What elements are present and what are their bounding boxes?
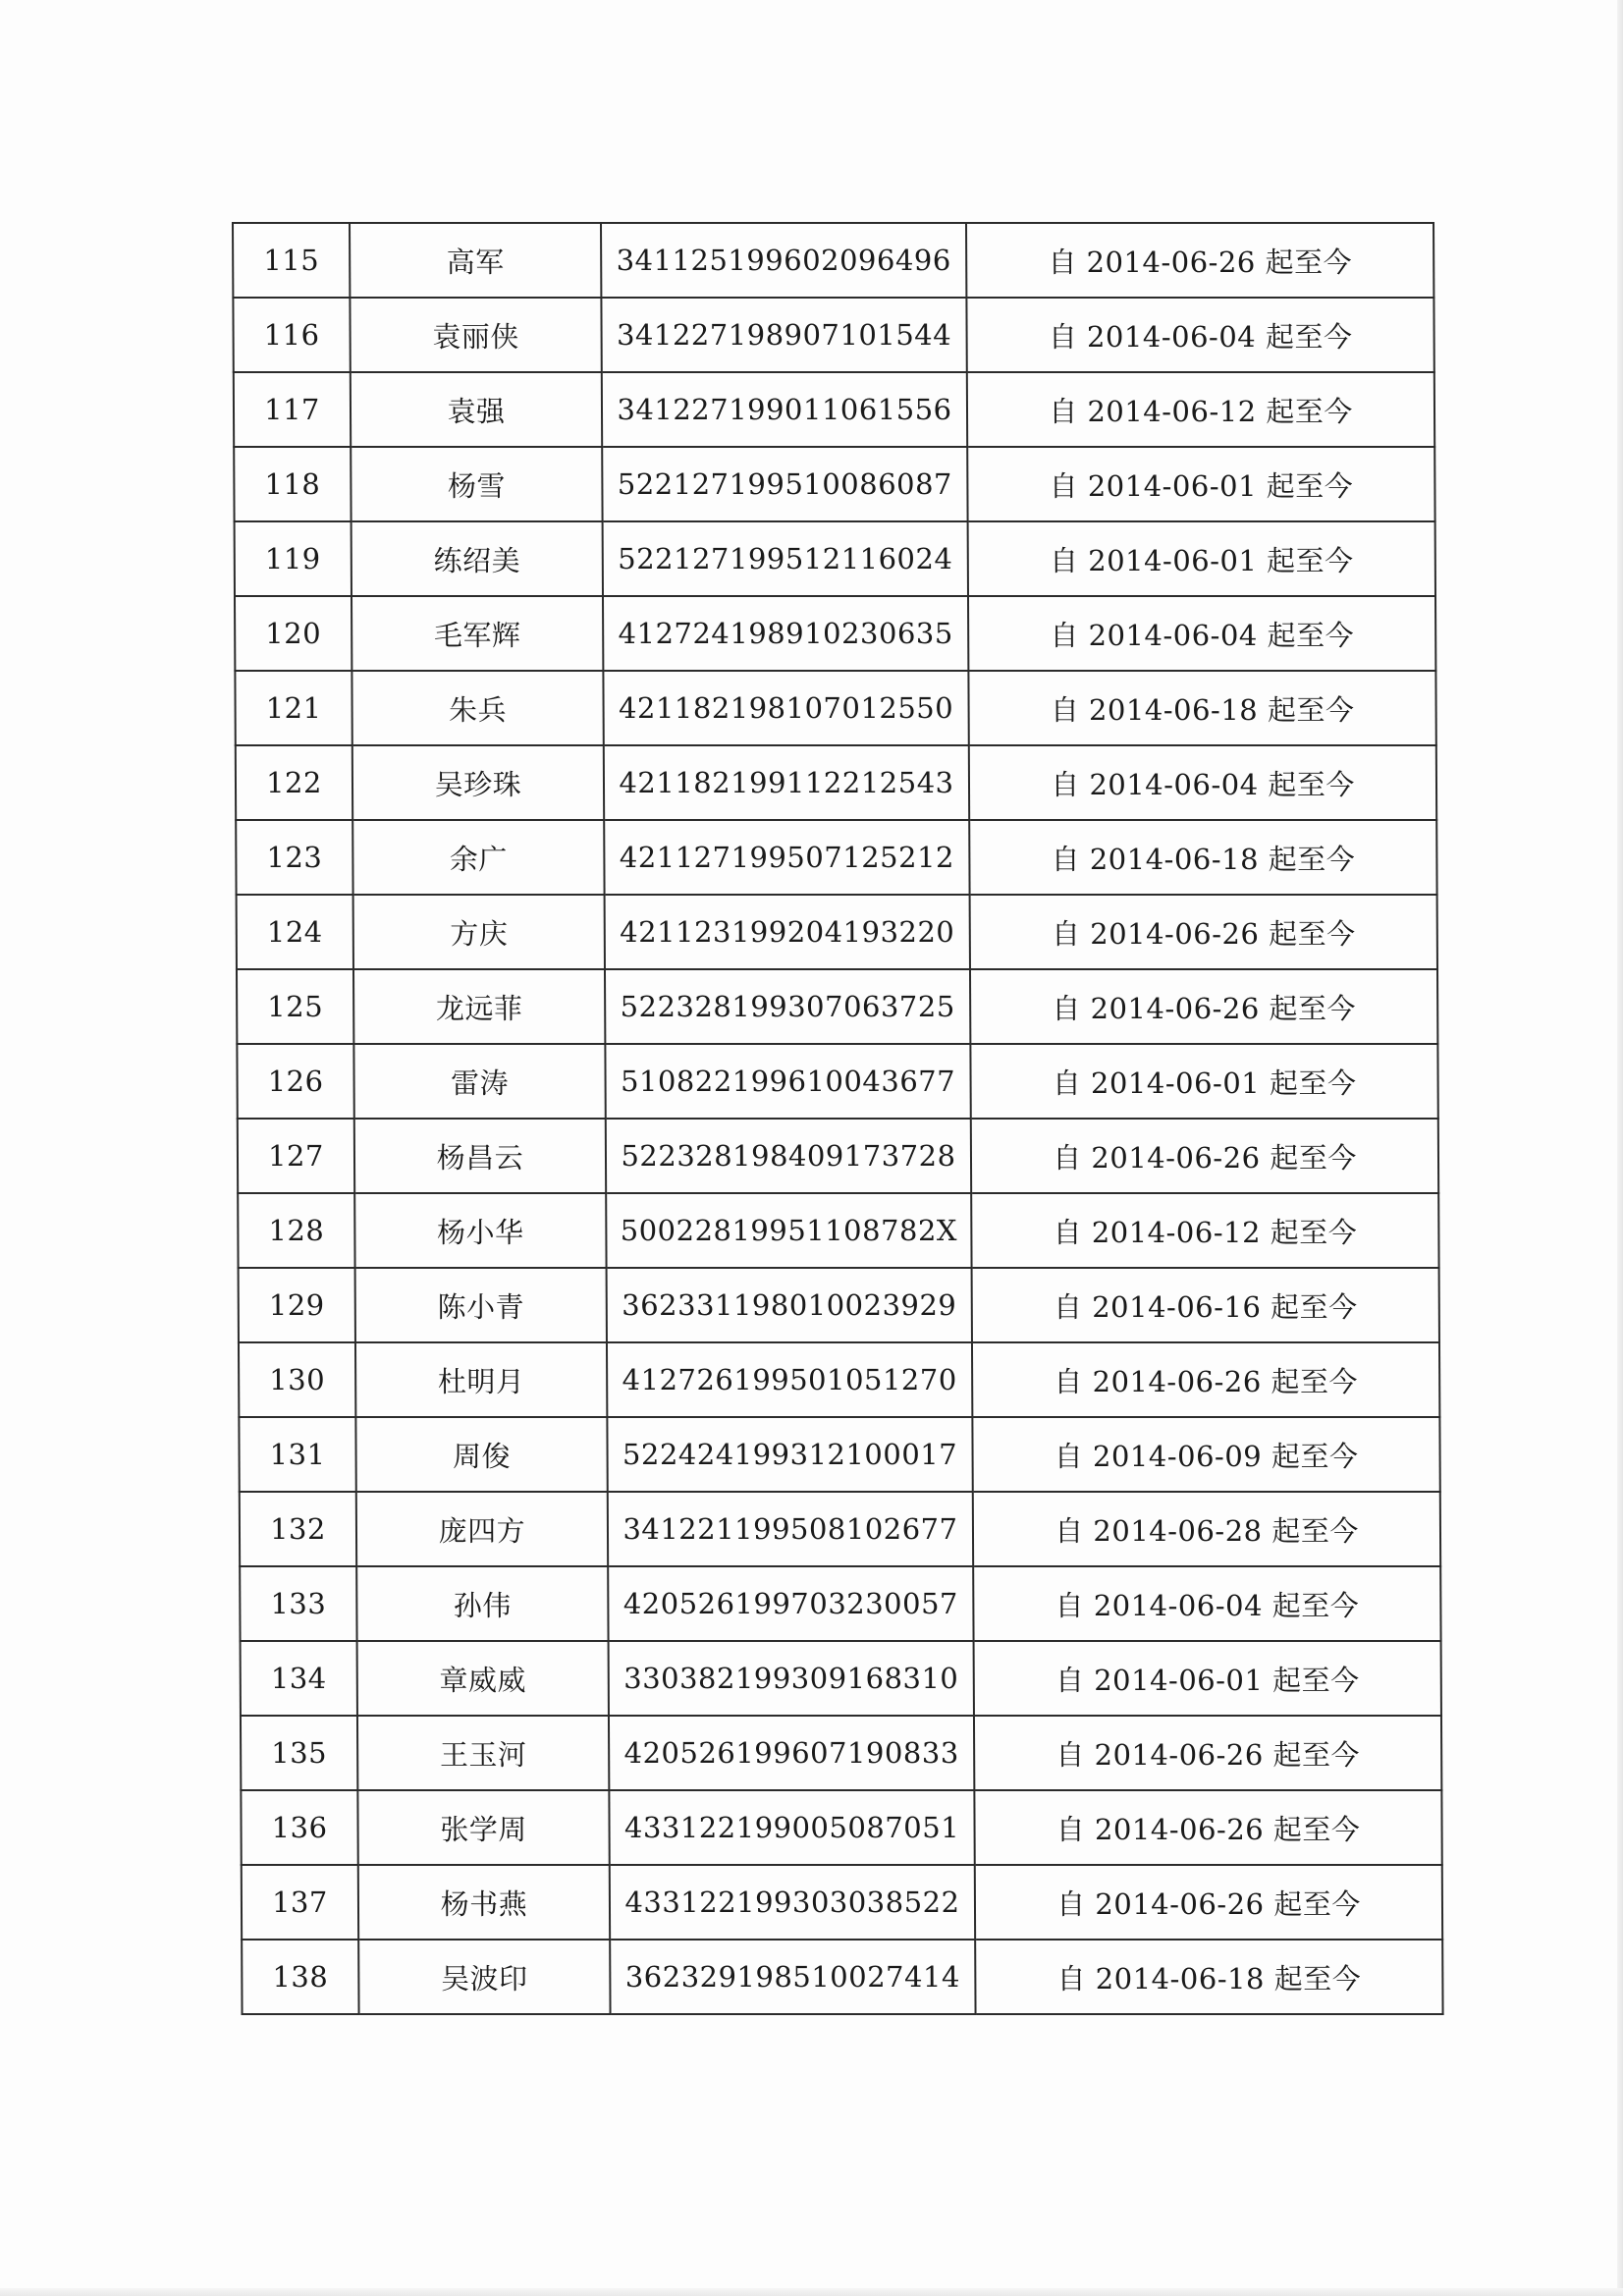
- id-number-cell: 510822199610043677: [605, 1044, 970, 1119]
- name-cell: 杨小华: [354, 1193, 606, 1268]
- row-number-cell: 135: [241, 1716, 357, 1790]
- period-cell: 自 2014-06-26 起至今: [974, 1716, 1441, 1790]
- table-row: [237, 1044, 1437, 1119]
- table-row: [242, 1940, 1442, 2014]
- table-row: [237, 895, 1437, 969]
- name-cell: 方庆: [353, 895, 605, 969]
- period-cell: 自 2014-06-12 起至今: [971, 1193, 1438, 1268]
- id-number-cell: 420526199703230057: [608, 1566, 973, 1641]
- id-number-cell: 433122199005087051: [609, 1790, 974, 1865]
- row-number-cell: 125: [237, 969, 353, 1044]
- id-number-cell: 421182198107012550: [603, 671, 968, 745]
- period-cell: 自 2014-06-26 起至今: [972, 1342, 1439, 1417]
- name-cell: 龙远菲: [353, 969, 605, 1044]
- period-cell: 自 2014-06-28 起至今: [973, 1492, 1440, 1566]
- scan-edge-bottom: [0, 2288, 1623, 2296]
- row-number-cell: 131: [239, 1417, 355, 1492]
- row-number-cell: 130: [239, 1342, 355, 1417]
- row-number-cell: 136: [241, 1790, 357, 1865]
- table-row: [240, 1566, 1440, 1641]
- row-number-cell: 127: [238, 1119, 354, 1193]
- id-number-cell: 522127199512116024: [603, 521, 968, 596]
- name-cell: 张学周: [357, 1790, 609, 1865]
- id-number-cell: 341227199011061556: [602, 372, 967, 447]
- table-row: [241, 1790, 1441, 1865]
- id-number-cell: 412726199501051270: [607, 1342, 972, 1417]
- period-cell: 自 2014-06-26 起至今: [966, 223, 1434, 298]
- id-number-cell: 330382199309168310: [609, 1641, 974, 1716]
- row-number-cell: 132: [240, 1492, 356, 1566]
- roster-table-body: [233, 223, 1443, 2014]
- name-cell: 王玉河: [357, 1716, 609, 1790]
- table-row: [237, 969, 1437, 1044]
- scan-edge-right: [1617, 0, 1623, 2296]
- table-row: [241, 1716, 1441, 1790]
- row-number-cell: 119: [235, 521, 352, 596]
- table-row: [239, 1268, 1439, 1342]
- row-number-cell: 126: [237, 1044, 353, 1119]
- table-row: [235, 521, 1435, 596]
- name-cell: 杜明月: [355, 1342, 607, 1417]
- period-cell: 自 2014-06-26 起至今: [970, 969, 1437, 1044]
- id-number-cell: 50022819951108782X: [606, 1193, 971, 1268]
- row-number-cell: 118: [234, 447, 351, 521]
- name-cell: 毛军辉: [352, 596, 603, 671]
- period-cell: 自 2014-06-09 起至今: [972, 1417, 1439, 1492]
- id-number-cell: 362329198510027414: [610, 1940, 975, 2014]
- period-cell: 自 2014-06-18 起至今: [969, 820, 1436, 895]
- period-cell: 自 2014-06-04 起至今: [968, 596, 1435, 671]
- row-number-cell: 123: [236, 820, 352, 895]
- period-cell: 自 2014-06-26 起至今: [971, 1119, 1438, 1193]
- id-number-cell: 341125199602096496: [601, 223, 966, 298]
- table-row: [234, 372, 1434, 447]
- name-cell: 余广: [352, 820, 604, 895]
- id-number-cell: 522328199307063725: [605, 969, 970, 1044]
- row-number-cell: 116: [233, 298, 350, 372]
- table-row: [242, 1865, 1442, 1940]
- row-number-cell: 117: [234, 372, 351, 447]
- name-cell: 练绍美: [352, 521, 603, 596]
- period-cell: 自 2014-06-26 起至今: [974, 1790, 1441, 1865]
- name-cell: 杨昌云: [354, 1119, 606, 1193]
- name-cell: 杨书燕: [358, 1865, 610, 1940]
- row-number-cell: 133: [240, 1566, 356, 1641]
- table-row: [241, 1641, 1441, 1716]
- row-number-cell: 120: [235, 596, 352, 671]
- row-number-cell: 124: [237, 895, 353, 969]
- id-number-cell: 421123199204193220: [605, 895, 970, 969]
- table-row: [235, 671, 1435, 745]
- table-row: [239, 1342, 1439, 1417]
- id-number-cell: 412724198910230635: [603, 596, 968, 671]
- period-cell: 自 2014-06-01 起至今: [968, 521, 1435, 596]
- table-row: [236, 820, 1436, 895]
- name-cell: 章威威: [357, 1641, 609, 1716]
- name-cell: 陈小青: [355, 1268, 607, 1342]
- name-cell: 朱兵: [352, 671, 603, 745]
- name-cell: 袁丽侠: [350, 298, 601, 372]
- table-row: [233, 223, 1434, 298]
- id-number-cell: 421182199112212543: [604, 745, 969, 820]
- table-row: [238, 1193, 1438, 1268]
- name-cell: 高军: [350, 223, 601, 298]
- id-number-cell: 522424199312100017: [607, 1417, 972, 1492]
- name-cell: 吴珍珠: [352, 745, 604, 820]
- id-number-cell: 341221199508102677: [608, 1492, 973, 1566]
- row-number-cell: 134: [241, 1641, 357, 1716]
- period-cell: 自 2014-06-01 起至今: [967, 447, 1434, 521]
- period-cell: 自 2014-06-01 起至今: [974, 1641, 1441, 1716]
- row-number-cell: 115: [233, 223, 350, 298]
- period-cell: 自 2014-06-04 起至今: [966, 298, 1434, 372]
- period-cell: 自 2014-06-01 起至今: [970, 1044, 1437, 1119]
- row-number-cell: 122: [236, 745, 352, 820]
- row-number-cell: 121: [235, 671, 352, 745]
- table-row: [234, 447, 1434, 521]
- table-row: [238, 1119, 1438, 1193]
- table-row: [235, 596, 1435, 671]
- table-row: [240, 1492, 1440, 1566]
- name-cell: 杨雪: [351, 447, 602, 521]
- period-cell: 自 2014-06-18 起至今: [975, 1940, 1442, 2014]
- table-row: [236, 745, 1436, 820]
- period-cell: 自 2014-06-04 起至今: [969, 745, 1436, 820]
- period-cell: 自 2014-06-16 起至今: [972, 1268, 1439, 1342]
- name-cell: 吴波印: [358, 1940, 610, 2014]
- period-cell: 自 2014-06-18 起至今: [968, 671, 1435, 745]
- id-number-cell: 362331198010023929: [607, 1268, 972, 1342]
- table-row: [239, 1417, 1439, 1492]
- name-cell: 周俊: [355, 1417, 607, 1492]
- row-number-cell: 137: [242, 1865, 358, 1940]
- name-cell: 袁强: [351, 372, 602, 447]
- row-number-cell: 129: [239, 1268, 355, 1342]
- table-row: [233, 298, 1434, 372]
- name-cell: 孙伟: [356, 1566, 608, 1641]
- period-cell: 自 2014-06-26 起至今: [970, 895, 1437, 969]
- id-number-cell: 522328198409173728: [606, 1119, 971, 1193]
- period-cell: 自 2014-06-12 起至今: [967, 372, 1434, 447]
- id-number-cell: 341227198907101544: [601, 298, 966, 372]
- row-number-cell: 138: [242, 1940, 358, 2014]
- period-cell: 自 2014-06-26 起至今: [975, 1865, 1442, 1940]
- id-number-cell: 433122199303038522: [610, 1865, 975, 1940]
- id-number-cell: 420526199607190833: [609, 1716, 974, 1790]
- id-number-cell: 522127199510086087: [602, 447, 967, 521]
- name-cell: 庞四方: [356, 1492, 608, 1566]
- name-cell: 雷涛: [353, 1044, 605, 1119]
- period-cell: 自 2014-06-04 起至今: [973, 1566, 1440, 1641]
- row-number-cell: 128: [238, 1193, 354, 1268]
- roster-table: [232, 222, 1444, 2015]
- id-number-cell: 421127199507125212: [604, 820, 969, 895]
